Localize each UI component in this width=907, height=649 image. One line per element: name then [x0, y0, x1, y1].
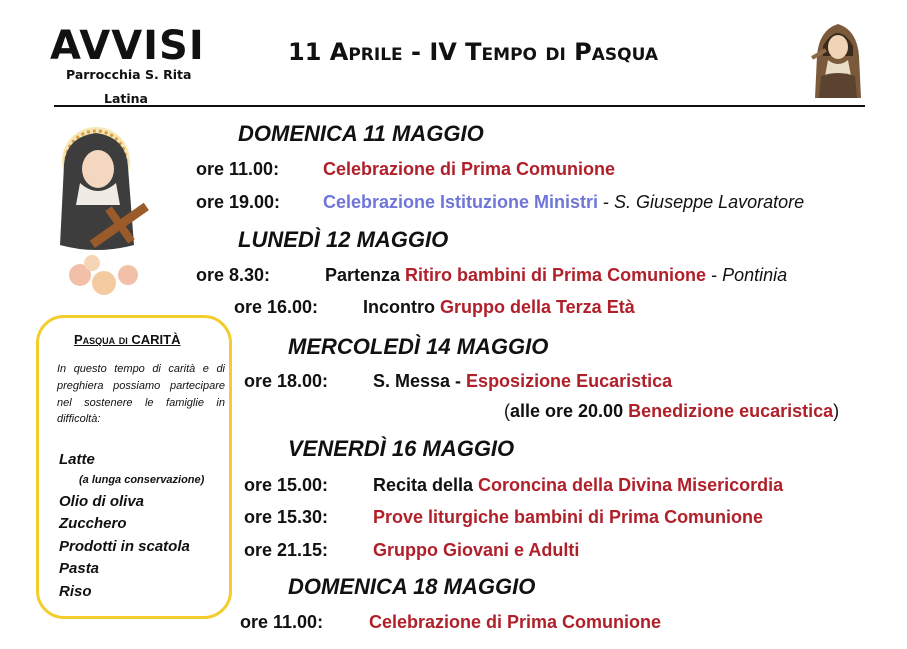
charity-item: Zucchero [59, 515, 127, 532]
brand-title: AVVISI [50, 23, 205, 69]
event-title: Coroncina della Divina Misericordia [478, 475, 784, 495]
charity-item: Prodotti in scatola [59, 538, 190, 555]
charity-item: Olio di oliva [59, 493, 145, 510]
event-title: Gruppo Giovani e Adulti [373, 540, 580, 560]
charity-title: Pasqua di CARITÀ [74, 332, 181, 347]
event-prefix: Incontro [363, 297, 440, 317]
saint-rita-crucifix-icon [46, 125, 158, 299]
header-divider [54, 105, 865, 107]
event-time: ore 8.30: [196, 265, 271, 285]
charity-item: Pasta [59, 560, 100, 577]
event-prefix: Recita della [373, 475, 479, 495]
event-time: ore 11.00: [240, 612, 324, 632]
event-title: Gruppo della Terza Età [440, 297, 635, 317]
city-name: Latina [104, 91, 148, 106]
event-description [325, 266, 787, 284]
event-time: ore 18.00: [244, 371, 329, 391]
event-time: ore 15.00: [244, 475, 329, 495]
event-title: Ritiro bambini di Prima Comunione [405, 265, 707, 285]
charity-item: Latte [59, 451, 95, 468]
event-description [373, 476, 783, 494]
day-heading: VENERDÌ 16 MAGGIO [288, 436, 515, 461]
day-heading: LUNEDÌ 12 MAGGIO [238, 227, 449, 252]
day-heading: MERCOLEDÌ 14 MAGGIO [288, 334, 549, 359]
event-title: Celebrazione di Prima Comunione [369, 612, 662, 632]
page-title: 11 Aprile - IV Tempo di Pasqua [288, 38, 659, 66]
event-time: ore 19.00: [196, 192, 281, 212]
charity-item-note: (a lunga conservazione) [79, 474, 205, 486]
event-description [369, 613, 661, 631]
day-heading: DOMENICA 18 MAGGIO [288, 574, 536, 599]
parish-name: Parrocchia S. Rita [66, 67, 192, 82]
event-description [323, 160, 615, 178]
event-title: Celebrazione Istituzione Ministri [323, 192, 599, 212]
event-description [363, 298, 635, 316]
event-title: Benedizione eucaristica [628, 401, 834, 421]
event-note: Pontinia [722, 265, 788, 285]
event-description [323, 193, 804, 211]
paren-close: ) [833, 401, 840, 421]
event-description [373, 372, 672, 390]
event-description [373, 541, 579, 559]
event-extra [504, 402, 839, 420]
separator: - [706, 265, 723, 285]
event-prefix: Partenza [325, 265, 406, 285]
event-prefix: S. Messa - [373, 371, 467, 391]
event-prefix: alle ore 20.00 [510, 401, 629, 421]
event-time: ore 15.30: [244, 507, 329, 527]
paren-open: ( [504, 401, 510, 421]
event-time: ore 21.15: [244, 540, 329, 560]
separator: - [598, 192, 615, 212]
event-time: ore 11.00: [196, 159, 280, 179]
event-time: ore 16.00: [234, 297, 319, 317]
event-title: Celebrazione di Prima Comunione [323, 159, 616, 179]
event-description [373, 508, 763, 526]
event-title: Esposizione Eucaristica [466, 371, 673, 391]
charity-item: Riso [59, 583, 92, 600]
day-heading: DOMENICA 11 MAGGIO [238, 121, 484, 146]
event-title: Prove liturgiche bambini di Prima Comunione [373, 507, 764, 527]
charity-intro: In questo tempo di carità e di preghiera possiamo partecipare nel sostenere le famiglie in difficoltà: [57, 363, 225, 426]
event-note: S. Giuseppe Lavoratore [614, 192, 805, 212]
saint-rita-portrait-icon [809, 16, 867, 98]
